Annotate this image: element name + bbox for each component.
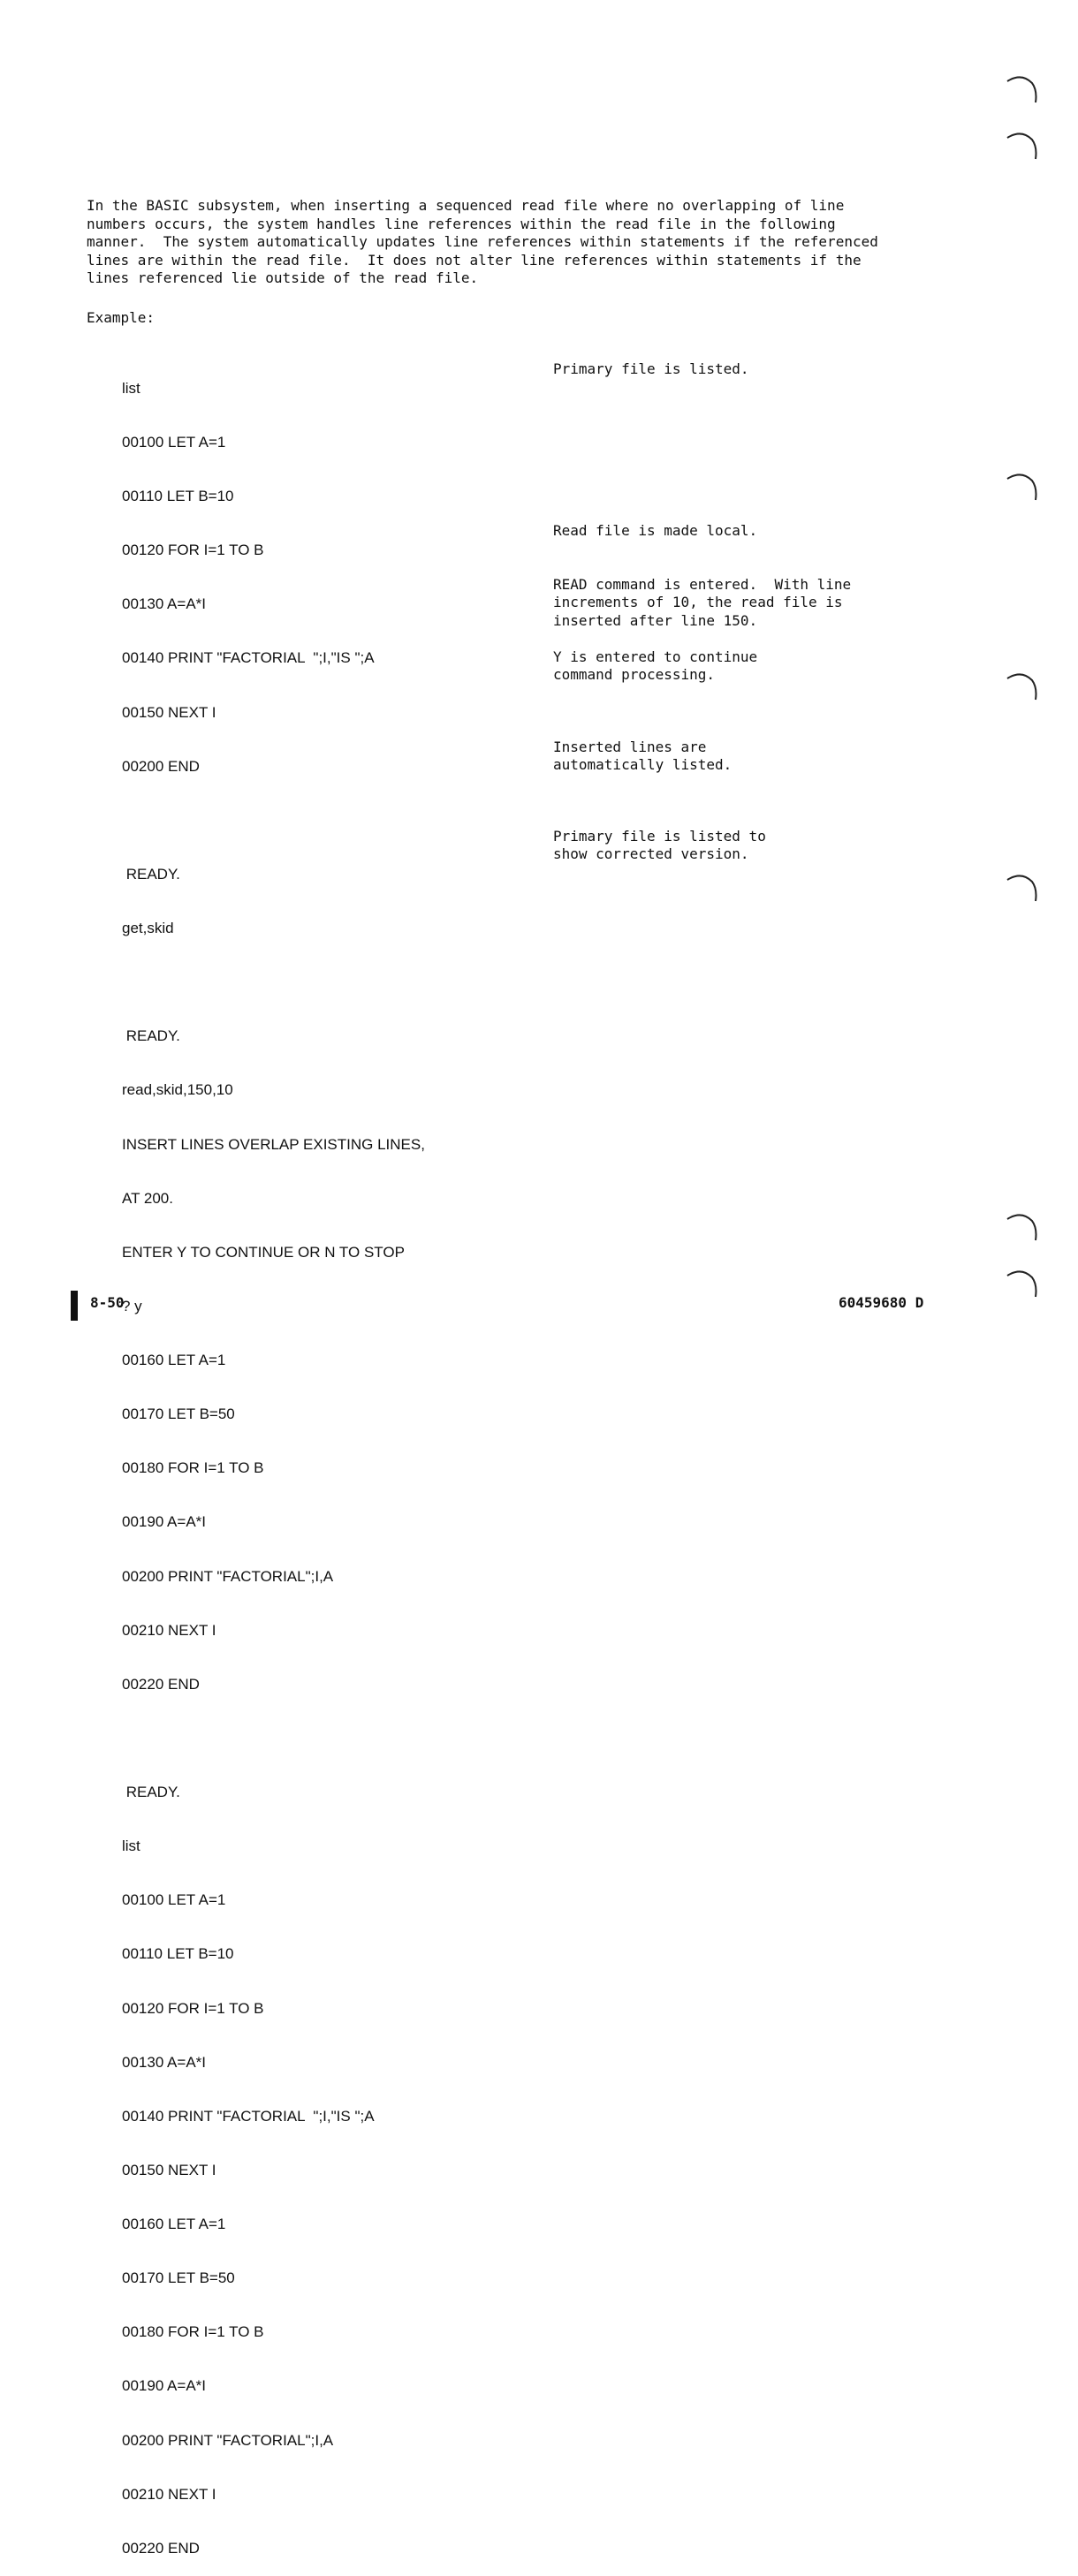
code-line xyxy=(122,1730,537,1747)
code-line: 00160 LET A=1 xyxy=(122,2216,226,2232)
code-line: 00110 LET B=10 xyxy=(122,1945,234,1963)
code-line: 00130 A=A*I xyxy=(122,2053,207,2071)
code-line: 00200 PRINT "FACTORIAL";I,A xyxy=(122,2431,334,2449)
document-number: 60459680 D xyxy=(839,1294,924,1311)
binder-hole-mark-icon xyxy=(1006,72,1041,106)
code-line: 00220 END xyxy=(122,2539,200,2557)
note-primary-listed: Primary file is listed. xyxy=(553,360,749,377)
code-line: READY. xyxy=(122,1784,180,1800)
code-listing xyxy=(122,344,537,2576)
code-line: 00210 NEXT I xyxy=(122,2485,216,2503)
binder-hole-mark-icon xyxy=(1006,129,1041,163)
code-line: 00180 FOR I=1 TO B xyxy=(122,2323,264,2341)
code-line: 00120 FOR I=1 TO B xyxy=(122,1999,264,2017)
note-read-command: READ command is entered. With line increments of 10, the read file is inserted after line 150. xyxy=(553,576,852,629)
code-line: 00220 END xyxy=(122,1675,200,1693)
code-line: list xyxy=(122,1837,140,1855)
code-line: read,skid,150,10 xyxy=(122,1081,233,1099)
code-line: 00170 LET B=50 xyxy=(122,2269,235,2287)
code-line: 00100 LET A=1 xyxy=(122,1891,226,1909)
code-line: 00170 LET B=50 xyxy=(122,1405,235,1423)
code-line: 00200 END xyxy=(122,757,200,775)
code-line: ? y xyxy=(122,1297,142,1315)
code-line: READY. xyxy=(122,865,180,883)
code-line: 00190 A=A*I xyxy=(122,1513,207,1531)
binder-hole-mark-icon xyxy=(1006,470,1041,504)
note-read-local: Read file is made local. xyxy=(553,522,758,539)
code-line xyxy=(122,974,537,991)
example-label: Example: xyxy=(87,309,156,326)
binder-hole-mark-icon xyxy=(1006,1210,1041,1244)
code-line: 00210 NEXT I xyxy=(122,1621,216,1639)
code-line: 00180 FOR I=1 TO B xyxy=(122,1459,264,1477)
code-line: INSERT LINES OVERLAP EXISTING LINES, xyxy=(122,1135,425,1153)
note-y-entered: Y is entered to continue command processing. xyxy=(553,648,758,684)
code-line: 00150 NEXT I xyxy=(122,703,216,721)
code-line: 00120 FOR I=1 TO B xyxy=(122,542,264,559)
code-line: AT 200. xyxy=(122,1189,173,1207)
code-line: 00100 LET A=1 xyxy=(122,433,226,451)
code-line: READY. xyxy=(122,1027,180,1045)
code-line: ENTER Y TO CONTINUE OR N TO STOP xyxy=(122,1243,405,1261)
code-line: 00200 PRINT "FACTORIAL";I,A xyxy=(122,1567,334,1585)
page-number: 8-50 xyxy=(90,1294,125,1311)
code-line: get,skid xyxy=(122,920,174,936)
change-bar xyxy=(71,1291,78,1321)
code-line: 00140 PRINT "FACTORIAL ";I,"IS ";A xyxy=(122,2107,375,2125)
binder-hole-mark-icon xyxy=(1006,670,1041,703)
code-line: 00150 NEXT I xyxy=(122,2161,216,2178)
code-line: 00110 LET B=10 xyxy=(122,488,234,504)
code-line: list xyxy=(122,379,140,397)
code-line xyxy=(122,812,537,830)
note-primary-corrected: Primary file is listed to show corrected version. xyxy=(553,828,766,863)
code-line: 00140 PRINT "FACTORIAL ";I,"IS ";A xyxy=(122,649,375,667)
binder-hole-mark-icon xyxy=(1006,1267,1041,1300)
note-inserted-listed: Inserted lines are automatically listed. xyxy=(553,739,733,774)
binder-hole-mark-icon xyxy=(1006,871,1041,905)
code-line: 00160 LET A=1 xyxy=(122,1352,226,1368)
code-line: 00130 A=A*I xyxy=(122,595,207,613)
code-line: 00190 A=A*I xyxy=(122,2377,207,2395)
intro-paragraph: In the BASIC subsystem, when inserting a sequenced read file where no overlapping of line numbers occurs, the system handles line references within the read file in the following manner. The system automatically updates line references within statements if the referenced lines are within the read file. It does not alter line references within statements if the lines referenced lie outside of the read file. xyxy=(87,197,878,287)
